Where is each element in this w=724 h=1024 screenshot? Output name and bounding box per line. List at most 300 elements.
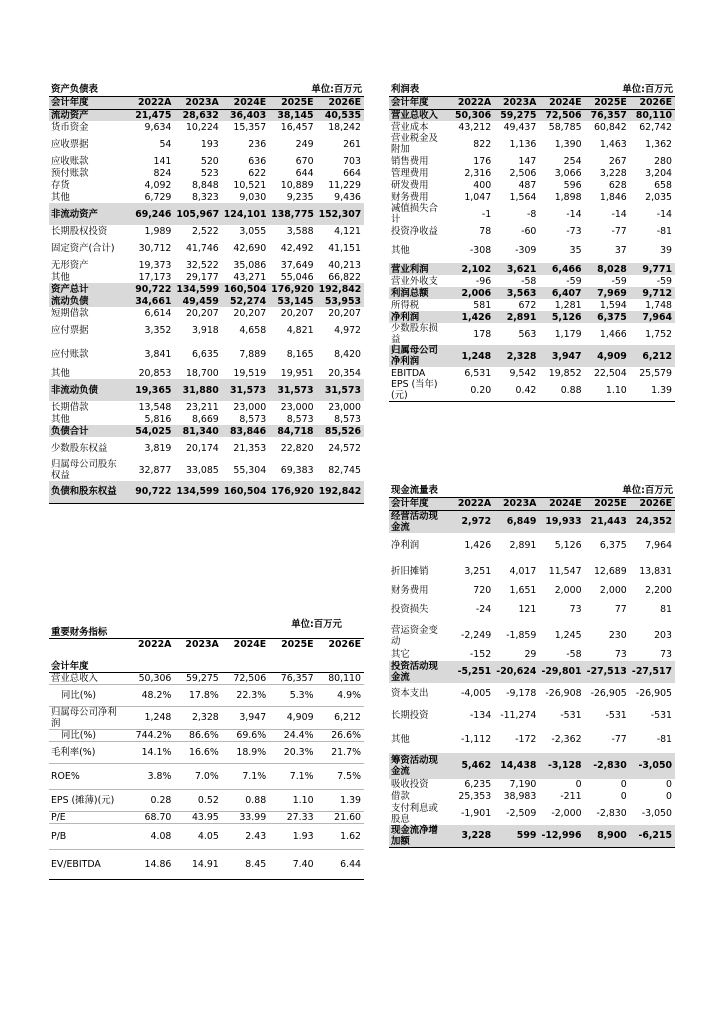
cash-flow-panel (389, 484, 675, 848)
table-row (389, 263, 675, 275)
table-row (49, 341, 364, 367)
cell-value: 703 (343, 155, 361, 167)
cell-value: 8,900 (585, 825, 630, 848)
cell-value: 40,535 (317, 109, 364, 121)
cell-value: 1.93 (269, 823, 316, 849)
cell-value: 5,126 (539, 311, 584, 323)
cell-value: 6,466 (539, 263, 584, 275)
cell-value: 0.88 (539, 379, 584, 402)
cell-value: 8,028 (585, 263, 630, 275)
cell-value: 58,785 (548, 121, 582, 133)
row-label: 固定资产(合计) (51, 242, 115, 254)
cell-value: 69.6% (222, 729, 269, 741)
cell-value: -58 (521, 275, 537, 287)
cell-value: 13,831 (639, 566, 672, 577)
cell-value: 2,316 (464, 167, 492, 179)
cell-value: 55,046 (280, 271, 314, 283)
cell-value: 60,842 (593, 121, 627, 133)
cell-value: 124,101 (222, 203, 269, 225)
cell-value: 50,306 (127, 672, 174, 684)
cell-value: 7.0% (174, 763, 221, 789)
cell-value: 54,025 (127, 425, 174, 437)
cell-value: 2,891 (509, 540, 537, 551)
row-label: 应收账款 (51, 155, 89, 167)
cell-value: -172 (515, 734, 537, 745)
row-label: 归属母公司净利润 (389, 345, 449, 367)
cell-value: 523 (200, 167, 219, 179)
cell-value: 8,573 (286, 413, 314, 425)
cell-value: -1,901 (460, 808, 492, 819)
income-statement-header-row (389, 96, 675, 109)
row-label: EPS (摊薄)(元) (49, 789, 127, 811)
cell-value: 1,564 (509, 191, 537, 203)
cell-value: 10,224 (185, 121, 219, 133)
table-row (49, 425, 364, 437)
year-header: 2025E (585, 497, 630, 510)
cell-value: 1,463 (599, 138, 627, 150)
cell-value: -26,905 (635, 688, 672, 699)
cell-value: -2,830 (585, 753, 630, 779)
table-row (49, 729, 364, 741)
cell-value: -11,274 (500, 710, 537, 721)
cell-value: -8 (527, 208, 537, 220)
cell-value: 1.62 (317, 823, 364, 849)
cell-value: -531 (605, 710, 627, 721)
table-row (389, 179, 675, 191)
table-row (389, 155, 675, 167)
row-label: 折旧摊销 (391, 566, 429, 577)
cell-value: 43.95 (174, 811, 221, 823)
cell-value: -60 (521, 225, 537, 237)
cell-value: 14.91 (174, 849, 221, 879)
cell-value: 0.20 (449, 379, 494, 402)
table-row (49, 283, 364, 295)
cell-value: 1,047 (464, 191, 492, 203)
cell-value: -3,128 (539, 753, 584, 779)
cell-value: 19,852 (548, 367, 582, 379)
cell-value: 90,722 (127, 283, 174, 295)
table-row (49, 109, 364, 121)
year-header: 2024E (222, 96, 269, 109)
cell-value: 141 (153, 155, 172, 167)
cell-value: 6,375 (585, 311, 630, 323)
row-label: 其他 (391, 734, 410, 745)
cell-value: 78 (479, 225, 492, 237)
cell-value: -24 (475, 604, 492, 615)
cell-value: -1 (481, 208, 492, 220)
balance-sheet-panel (49, 83, 364, 504)
cell-value: 236 (248, 138, 267, 150)
cell-value: 4,972 (334, 324, 361, 336)
cell-value: 2,891 (494, 311, 539, 323)
cell-value: 73 (614, 649, 627, 660)
cell-value: 0.88 (222, 789, 269, 811)
table-row (389, 109, 675, 121)
cell-value: -96 (475, 275, 492, 287)
table-row (49, 379, 364, 401)
cell-value: 38,983 (503, 791, 537, 802)
cell-value: 72,506 (222, 672, 269, 684)
table-row (389, 510, 675, 533)
cell-value: 596 (563, 179, 582, 191)
income-statement-table (389, 83, 675, 402)
cell-value: 563 (518, 328, 537, 340)
table-row (389, 323, 675, 345)
cell-value: 176,920 (269, 283, 316, 295)
cell-value: 636 (248, 155, 267, 167)
table-row (389, 649, 675, 661)
cash-flow-unit: 单位:百万元 (539, 484, 675, 497)
cell-value: -81 (656, 734, 672, 745)
table-row (389, 779, 675, 791)
cell-value: 160,504 (222, 481, 269, 503)
cell-value: -14 (566, 208, 582, 220)
cell-value: -308 (469, 244, 492, 256)
year-header: 2022A (127, 96, 174, 109)
cell-value: 66,822 (328, 271, 361, 283)
cell-value: 7.1% (269, 763, 316, 789)
cell-value: 134,599 (174, 481, 221, 503)
year-header: 2025E (269, 638, 316, 672)
row-label: 管理费用 (391, 167, 429, 179)
cell-value: 2,035 (645, 191, 672, 203)
year-header: 2025E (585, 96, 630, 109)
cell-value: 3,066 (554, 167, 582, 179)
cell-value: 3,947 (222, 706, 269, 729)
row-label: 其他 (51, 413, 70, 425)
row-label: 营业利润 (389, 263, 449, 275)
cell-value: 18,700 (185, 367, 219, 379)
cell-value: 42,690 (233, 242, 267, 254)
cell-value: 84,718 (269, 425, 316, 437)
cell-value: 6,614 (144, 307, 172, 319)
year-header: 2026E (317, 638, 364, 672)
cell-value: 147 (518, 155, 537, 167)
cell-value: 3,228 (599, 167, 627, 179)
row-label: 财务费用 (391, 191, 429, 203)
cell-value: 8,669 (191, 413, 219, 425)
cell-value: 6,531 (464, 367, 492, 379)
cell-value: 23,000 (280, 401, 314, 413)
cell-value: 80,110 (317, 672, 364, 684)
key-ratios-unit: 单位:百万元 (269, 612, 364, 638)
cell-value: 23,000 (233, 401, 267, 413)
row-label: 无形资产 (51, 259, 89, 271)
cell-value: 4,121 (334, 225, 361, 237)
cell-value: 8,573 (334, 413, 361, 425)
year-header: 2026E (317, 96, 364, 109)
cell-value: 400 (473, 179, 492, 191)
cell-value: 5,816 (144, 413, 172, 425)
table-row (49, 179, 364, 191)
cell-value: 152,307 (317, 203, 364, 225)
cell-value: 3,251 (464, 566, 492, 577)
cell-value: 9,436 (334, 191, 361, 203)
cell-value: -26,908 (545, 688, 582, 699)
cell-value: 29,177 (185, 271, 219, 283)
cell-value: 6,375 (599, 540, 627, 551)
row-label: 研发费用 (391, 179, 429, 191)
cell-value: 41,151 (328, 242, 361, 254)
cell-value: -2,000 (551, 808, 582, 819)
cell-value: -12,996 (539, 825, 584, 848)
year-header: 2022A (449, 497, 494, 510)
table-row (389, 727, 675, 753)
income-statement-title: 利润表 (389, 83, 539, 96)
row-label: 投资活动现金流 (389, 661, 449, 683)
col-header-label: 会计年度 (49, 96, 127, 109)
cell-value: 1,136 (509, 138, 537, 150)
cell-value: 39 (660, 244, 672, 256)
cell-value: 20.3% (269, 741, 316, 763)
cash-flow-title-row (389, 484, 675, 497)
row-label: 净利润 (391, 540, 420, 551)
table-row (389, 683, 675, 705)
table-row (389, 191, 675, 203)
cell-value: 41,746 (185, 242, 219, 254)
cell-value: -531 (650, 710, 672, 721)
cell-value: 6,635 (191, 348, 219, 360)
cell-value: -2,249 (460, 630, 492, 641)
row-label: 少数股东损益 (391, 323, 438, 345)
cell-value: 20,853 (138, 367, 172, 379)
cell-value: 20,354 (328, 367, 361, 379)
cell-value: 34,661 (127, 295, 174, 307)
cell-value: 6,407 (539, 287, 584, 299)
row-label: 吸收投资 (391, 779, 429, 790)
row-label: 应付账款 (51, 348, 89, 360)
row-label: 净利润 (389, 311, 449, 323)
cell-value: 3,819 (144, 442, 172, 454)
cell-value: 1.10 (585, 379, 630, 402)
cell-value: 23,000 (328, 401, 361, 413)
table-row (389, 121, 675, 133)
row-label: 利润总额 (389, 287, 449, 299)
row-label: P/B (49, 823, 127, 849)
cell-value: 18.9% (222, 741, 269, 763)
table-row (49, 259, 364, 271)
cell-value: 54 (159, 138, 172, 150)
cell-value: 20,207 (328, 307, 361, 319)
year-header: 2023A (174, 96, 221, 109)
cell-value: 744.2% (127, 729, 174, 741)
key-ratios-panel (49, 612, 364, 880)
cell-value: 37 (614, 244, 627, 256)
table-row (389, 661, 675, 683)
cell-value: 43,212 (458, 121, 492, 133)
row-label: 短期借款 (51, 307, 89, 319)
row-label: 长期投资 (391, 710, 429, 721)
year-header: 2023A (494, 497, 539, 510)
table-row (389, 287, 675, 299)
cell-value: -5,251 (449, 661, 494, 683)
cash-flow-header-row (389, 497, 675, 510)
year-header: 2024E (539, 497, 584, 510)
cell-value: 1,245 (554, 630, 582, 641)
cell-value: 21,475 (127, 109, 174, 121)
cell-value: 20,174 (185, 442, 219, 454)
cell-value: 824 (153, 167, 172, 179)
cell-value: 33,085 (185, 464, 219, 476)
cash-flow-body (389, 510, 675, 847)
cell-value: 31,880 (174, 379, 221, 401)
cell-value: 31,573 (269, 379, 316, 401)
cell-value: 17,173 (138, 271, 172, 283)
cell-value: 203 (654, 630, 672, 641)
cell-value: 9,771 (630, 263, 675, 275)
row-label: 财务费用 (391, 585, 429, 596)
cell-value: 72,506 (539, 109, 584, 121)
table-row (389, 825, 675, 848)
cell-value: 76,357 (269, 672, 316, 684)
row-label: ROE% (49, 763, 127, 789)
cell-value: 42,492 (280, 242, 314, 254)
cell-value: 3,588 (286, 225, 314, 237)
row-label: 现金流净增加额 (389, 825, 449, 848)
key-ratios-title-row (49, 612, 364, 638)
table-row (49, 459, 364, 481)
cell-value: 6,212 (317, 706, 364, 729)
cell-value: 658 (654, 179, 672, 191)
cell-value: 3,228 (449, 825, 494, 848)
table-row (389, 533, 675, 559)
cell-value: 520 (200, 155, 219, 167)
cell-value: 2,522 (191, 225, 219, 237)
cell-value: -59 (566, 275, 582, 287)
cell-value: 0.42 (494, 379, 539, 402)
cell-value: 21,443 (585, 510, 630, 533)
cell-value: 43,271 (233, 271, 267, 283)
cell-value: 822 (473, 138, 492, 150)
cell-value: 19,373 (138, 259, 172, 271)
row-label: 资产总计 (49, 283, 127, 295)
cell-value: 6,849 (494, 510, 539, 533)
cell-value: 0 (666, 791, 672, 802)
row-label: 营运资金变动 (391, 624, 438, 647)
table-row (49, 672, 364, 684)
cell-value: 3,055 (239, 225, 267, 237)
cell-value: 40,213 (328, 259, 361, 271)
cell-value: 0 (620, 779, 627, 790)
table-row (49, 133, 364, 155)
cell-value: 9,030 (239, 191, 267, 203)
cell-value: 1,179 (554, 328, 582, 340)
year-header: 2025E (269, 96, 316, 109)
cell-value: 249 (295, 138, 314, 150)
table-row (49, 271, 364, 283)
col-header-label: 会计年度 (389, 497, 449, 510)
cell-value: 1,248 (449, 345, 494, 367)
cell-value: 1,748 (645, 299, 672, 311)
cell-value: 50,306 (449, 109, 494, 121)
cell-value: 1,426 (464, 540, 492, 551)
table-row (389, 597, 675, 623)
cell-value: 3,947 (539, 345, 584, 367)
cell-value: -2,830 (596, 808, 627, 819)
cell-value: 6.44 (317, 849, 364, 879)
cell-value: 5.3% (269, 684, 316, 706)
cell-value: -134 (469, 710, 492, 721)
cell-value: 26.6% (317, 729, 364, 741)
row-label: 负债和股东权益 (49, 481, 127, 503)
cell-value: 49,459 (174, 295, 221, 307)
table-row (389, 299, 675, 311)
cell-value: -2,509 (506, 808, 537, 819)
cell-value: 20,207 (185, 307, 219, 319)
cell-value: 2,000 (599, 585, 627, 596)
row-label: 经营活动现金流 (389, 510, 449, 533)
row-label: 其他 (51, 367, 70, 379)
cell-value: 31,573 (317, 379, 364, 401)
table-row (49, 741, 364, 763)
cell-value: 27.33 (269, 811, 316, 823)
cell-value: 138,775 (269, 203, 316, 225)
table-row (49, 789, 364, 811)
cell-value: 4,017 (509, 566, 537, 577)
cell-value: 82,745 (328, 464, 361, 476)
row-label: EV/EBITDA (49, 849, 127, 879)
cell-value: 9,235 (286, 191, 314, 203)
cell-value: 622 (248, 167, 267, 179)
cell-value: 1,594 (599, 299, 627, 311)
cell-value: 3.8% (127, 763, 174, 789)
cell-value: 628 (608, 179, 627, 191)
cell-value: 11,547 (548, 566, 582, 577)
year-header: 2023A (174, 638, 221, 672)
cell-value: 2,972 (449, 510, 494, 533)
table-row (49, 191, 364, 203)
cell-value: 261 (343, 138, 361, 150)
balance-sheet-body (49, 109, 364, 503)
cell-value: 52,274 (222, 295, 269, 307)
cell-value: -58 (566, 649, 582, 660)
cell-value: 4,658 (239, 324, 267, 336)
row-label: 减值损失合计 (391, 203, 438, 225)
table-row (389, 275, 675, 287)
cell-value: -81 (656, 225, 672, 237)
row-label: EPS (当年)(元) (389, 379, 449, 402)
cell-value: 581 (473, 299, 492, 311)
cell-value: -27,513 (585, 661, 630, 683)
cell-value: 121 (518, 604, 537, 615)
row-label: P/E (49, 811, 127, 823)
cell-value: -26,905 (590, 688, 627, 699)
row-label: 其他 (51, 191, 70, 203)
cell-value: 6,212 (630, 345, 675, 367)
cell-value: -59 (656, 275, 672, 287)
cell-value: 3,563 (494, 287, 539, 299)
cell-value: -3,050 (630, 753, 675, 779)
cell-value: 1.10 (269, 789, 316, 811)
cash-flow-title: 现金流量表 (389, 484, 539, 497)
cell-value: 77 (614, 604, 627, 615)
balance-sheet-table (49, 83, 364, 504)
cell-value: 14,438 (494, 753, 539, 779)
cell-value: -77 (611, 734, 627, 745)
cell-value: 32,877 (138, 464, 172, 476)
cell-value: 4,909 (585, 345, 630, 367)
cell-value: 76,357 (585, 109, 630, 121)
cell-value: 38,145 (269, 109, 316, 121)
cell-value: 176,920 (269, 481, 316, 503)
cell-value: 62,742 (639, 121, 672, 133)
row-label: 营业总收入 (49, 672, 127, 684)
cell-value: 1,390 (554, 138, 582, 150)
key-ratios-table (49, 612, 364, 880)
table-row (49, 684, 364, 706)
income-statement-panel (389, 83, 675, 402)
table-row (389, 133, 675, 155)
